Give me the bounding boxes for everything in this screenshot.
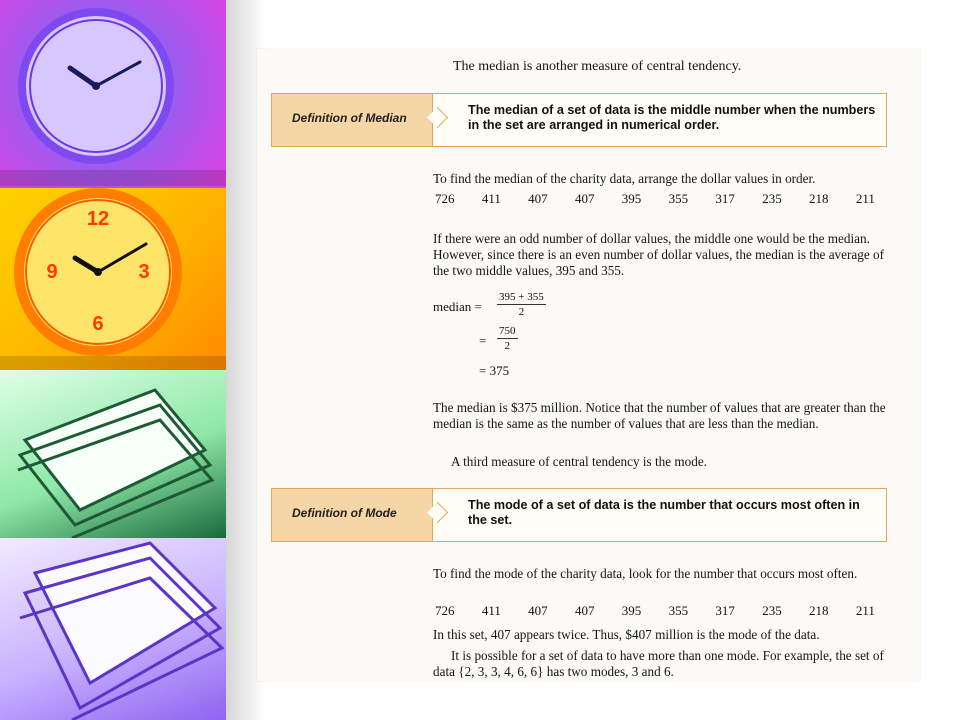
paper-stack-icon [0, 370, 226, 538]
mode-definition-label: Definition of Mode [292, 506, 397, 520]
fraction-denominator: 2 [504, 340, 510, 352]
svg-text:12: 12 [86, 208, 110, 230]
odd-even-paragraph: If there were an odd number of dollar values, the middle one would be the median. However, since there is an even number of dollar values, the median is the average of the two middle values, 395 and 355. [433, 231, 884, 278]
fraction-denominator: 2 [518, 306, 525, 318]
value-cell: 317 [715, 603, 735, 618]
value-cell: 726 [435, 191, 455, 206]
green-papers-panel [0, 370, 226, 538]
fraction-step2 [497, 325, 518, 352]
intro-median: To find the median of the charity data, arrange the dollar values in order. [433, 171, 816, 186]
value-cell: 726 [435, 603, 455, 618]
textbook-page [257, 49, 920, 681]
median-equation-label: median = [433, 299, 482, 314]
equals-sign: = [479, 333, 487, 348]
value-cell: 411 [481, 191, 501, 206]
multi-mode-paragraph: It is possible for a set of data to have more than one mode. For example, the set of data {2, 3, 3, 4, 6, 6} has two modes, 3 and 6. [433, 648, 884, 679]
mode-definition-box [271, 488, 887, 542]
orange-clock-icon [0, 188, 226, 370]
lavender-papers-panel [0, 538, 226, 720]
value-cell: 218 [809, 191, 829, 206]
purple-clock-icon [0, 0, 226, 188]
value-cell: 235 [762, 191, 782, 206]
value-cell: 211 [855, 191, 875, 206]
value-cell: 395 [621, 603, 642, 618]
third-measure-text: A third measure of central tendency is the mode. [451, 454, 707, 469]
mode-result-paragraph: In this set, 407 appears twice. Thus, $407 million is the mode of the data. [433, 627, 820, 642]
mode-definition-text: The mode of a set of data is the number that occurs most often in the set. [468, 498, 860, 527]
values-row [435, 191, 875, 207]
median-definition-text: The median of a set of data is the middle number when the numbers in the set are arranged in numerical order. [468, 103, 876, 132]
median-result-paragraph: The median is $375 million. Notice that the number of values that are greater than the median is the same as the number of values that are less than the median. [433, 400, 886, 431]
value-cell: 395 [621, 191, 642, 206]
result-equation: = 375 [479, 363, 510, 378]
svg-text:9: 9 [46, 261, 58, 283]
paper-stack-icon [0, 538, 226, 720]
yellow-clock-panel [0, 188, 226, 370]
value-cell: 235 [762, 603, 782, 618]
value-cell: 211 [855, 603, 875, 618]
mode-definition-label-box [272, 489, 433, 541]
value-cell: 411 [481, 603, 501, 618]
fraction-numerator: 750 [499, 325, 516, 337]
purple-clock-panel [0, 0, 226, 188]
value-cell: 218 [809, 603, 829, 618]
fraction-step1 [497, 291, 546, 318]
svg-text:6: 6 [92, 313, 104, 335]
median-definition-box [271, 93, 887, 147]
median-definition-label-box [272, 94, 433, 146]
values-row [435, 603, 875, 619]
value-cell: 407 [528, 191, 548, 206]
lead-text: The median is another measure of central tendency. [453, 59, 742, 74]
value-cell: 407 [574, 603, 595, 618]
median-definition-label: Definition of Median [292, 111, 407, 125]
value-cell: 407 [528, 603, 548, 618]
svg-text:3: 3 [138, 261, 150, 283]
strip-divider [0, 170, 226, 186]
value-cell: 355 [668, 191, 689, 206]
fraction-numerator: 395 + 355 [499, 291, 544, 303]
value-cell: 407 [574, 191, 595, 206]
value-cell: 355 [668, 603, 689, 618]
intro-mode: To find the mode of the charity data, look for the number that occurs most often. [433, 566, 858, 581]
value-cell: 317 [715, 191, 735, 206]
decorative-image-strip [0, 0, 226, 720]
